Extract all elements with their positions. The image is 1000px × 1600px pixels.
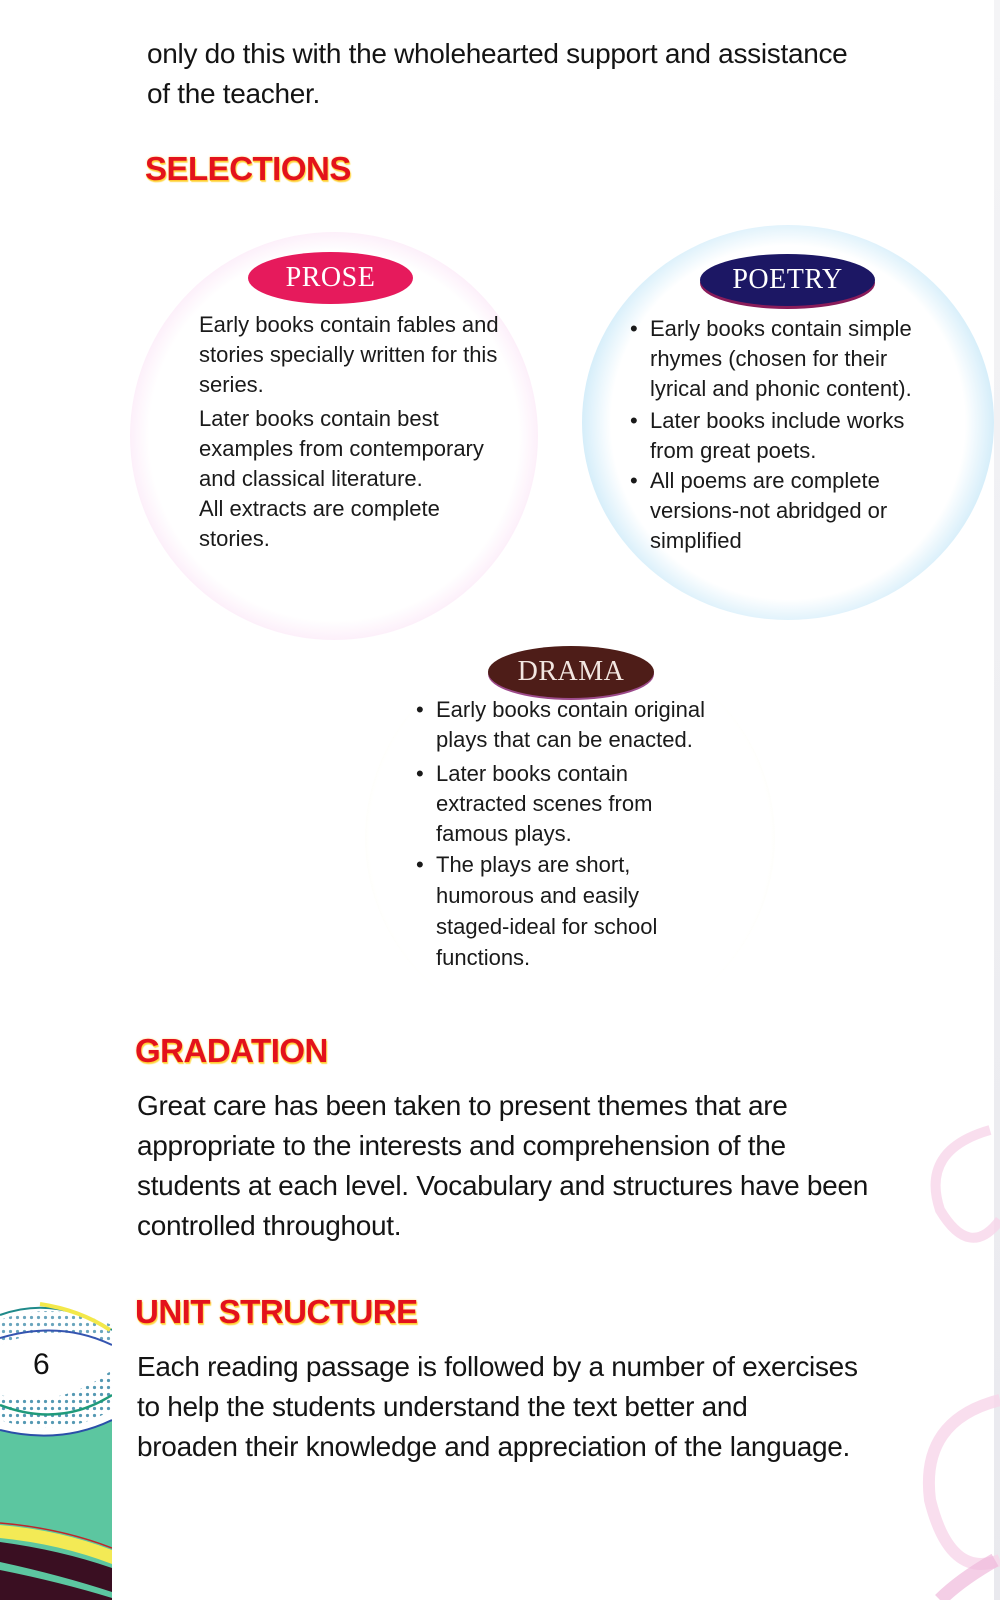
prose-paragraph: Later books contain best examples from contemporary and classical literature. <box>199 406 484 491</box>
unit-structure-paragraph <box>137 1347 858 1467</box>
gradation-line: Great care has been taken to present themes that are <box>137 1090 788 1121</box>
poetry-content <box>628 314 948 556</box>
drama-list <box>414 695 734 973</box>
poetry-item: • All poems are complete versions-not abridged or simplified <box>628 466 910 556</box>
prose-label-badge: PROSE <box>248 252 413 304</box>
gradation-line: students at each level. Vocabulary and structures have been <box>137 1170 868 1201</box>
drama-item: • Later books contain extracted scenes from famous plays. <box>414 759 676 849</box>
gradation-line: controlled throughout. <box>137 1210 402 1241</box>
pink-loop-decoration <box>900 1100 1000 1600</box>
poetry-item: • Early books contain simple rhymes (chosen for their lyrical and phonic content). <box>628 314 948 404</box>
gradation-line: appropriate to the interests and comprehension of the <box>137 1130 786 1161</box>
gradation-heading: GRADATION <box>135 1032 328 1069</box>
intro-line: of the teacher. <box>147 78 320 109</box>
drama-content <box>414 695 734 973</box>
page-number: 6 <box>33 1348 50 1381</box>
intro-line: only do this with the wholehearted support and assistance <box>147 38 848 69</box>
drama-item: • The plays are short, humorous and easily staged-ideal for school functions. <box>414 849 686 973</box>
prose-content <box>199 310 519 554</box>
poetry-item: • Later books include works from great poets. <box>628 406 930 466</box>
poetry-label-badge: POETRY <box>700 254 875 306</box>
selections-heading: SELECTIONS <box>145 150 351 187</box>
drama-item: • Early books contain original plays that can be enacted. <box>414 695 734 755</box>
poetry-list <box>628 314 948 556</box>
unit-structure-line: to help the students understand the text better and <box>137 1391 748 1422</box>
prose-paragraph: Early books contain fables and stories specially written for this series. <box>199 312 499 397</box>
drama-label-badge: DRAMA <box>488 646 654 698</box>
intro-paragraph <box>147 34 847 114</box>
unit-structure-heading: UNIT STRUCTURE <box>135 1293 418 1330</box>
prose-paragraph: All extracts are complete stories. <box>199 496 440 551</box>
page-corner-decoration <box>0 1300 112 1600</box>
unit-structure-line: broaden their knowledge and appreciation of the language. <box>137 1431 851 1462</box>
unit-structure-line: Each reading passage is followed by a number of exercises <box>137 1351 858 1382</box>
gradation-paragraph <box>137 1086 868 1246</box>
